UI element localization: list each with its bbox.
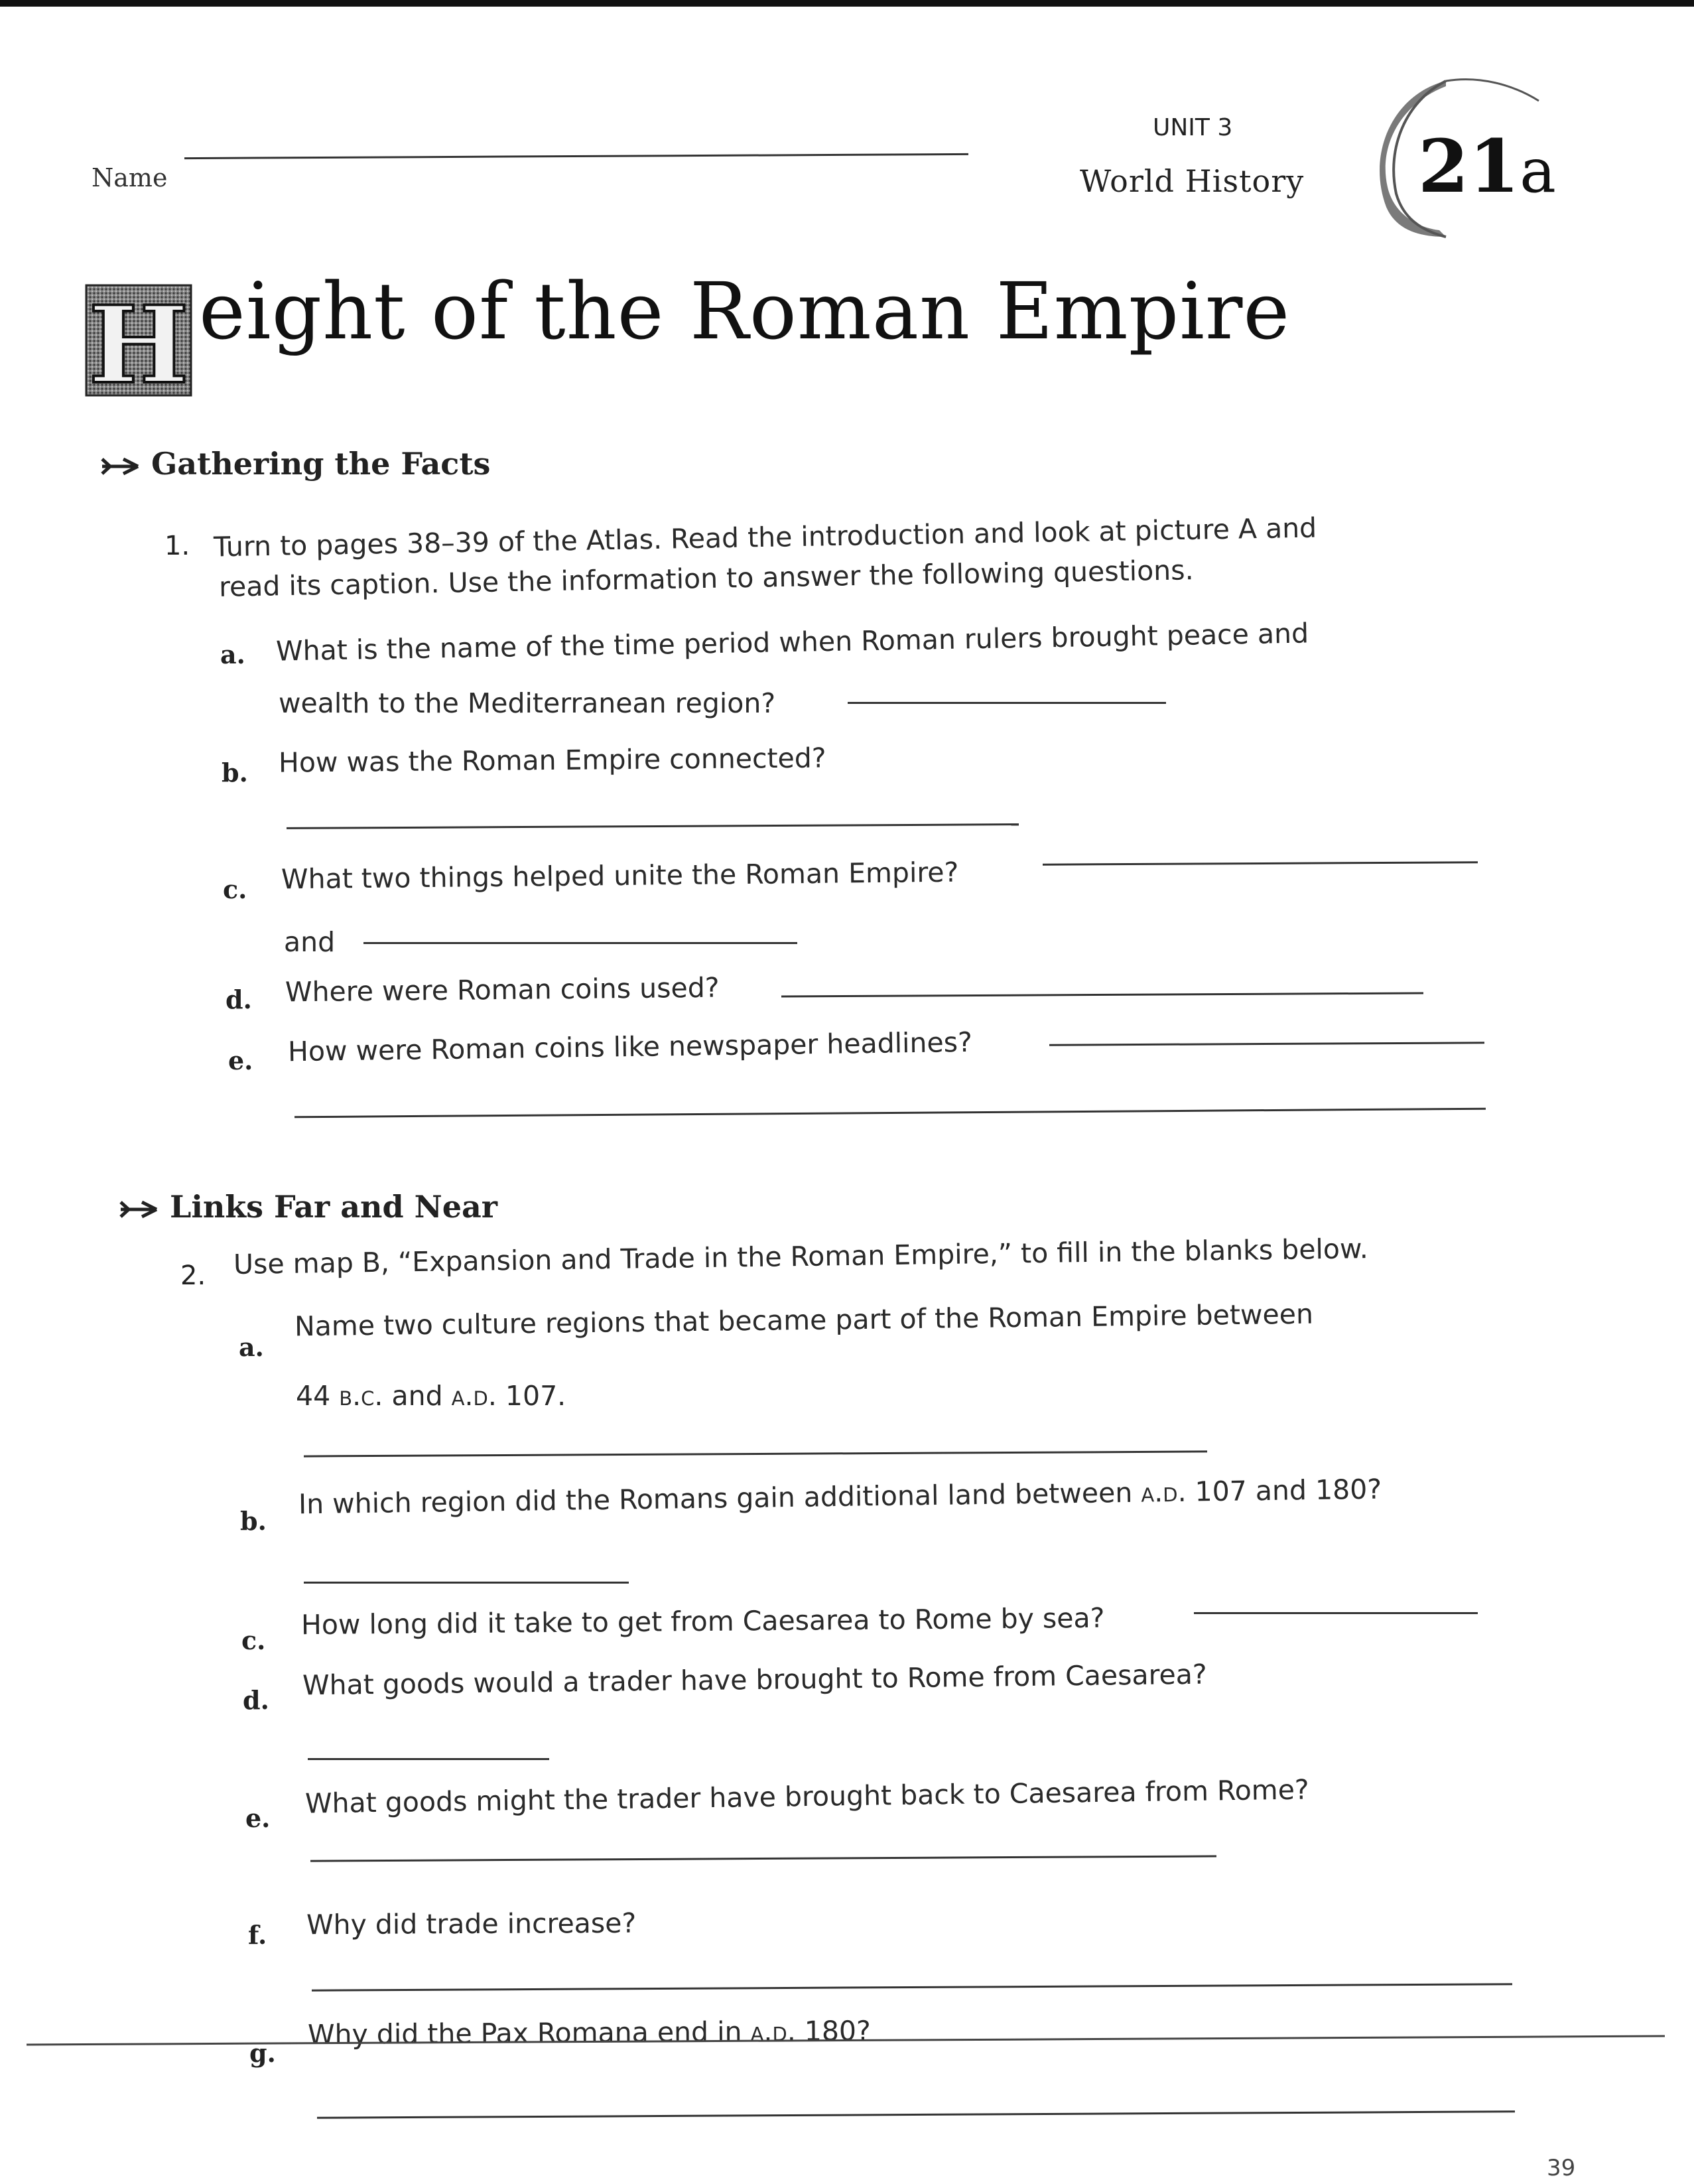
item-2f-text: Why did trade increase?: [306, 1907, 637, 1941]
question-number: 2.: [180, 1261, 206, 1291]
lesson-number: 21a: [1418, 123, 1556, 209]
page-title: eight of the Roman Empire: [199, 265, 1291, 357]
item-1a-text: What is the name of the time period when Roman rulers brought peace and: [275, 617, 1309, 667]
answer-blank[interactable]: [310, 1855, 1216, 1862]
answer-blank[interactable]: [317, 2110, 1515, 2118]
item-1c-and: and: [284, 926, 336, 958]
title-initial: H: [88, 284, 189, 397]
item-letter: d.: [226, 985, 252, 1014]
answer-blank[interactable]: [308, 1758, 549, 1760]
answer-blank[interactable]: [1043, 861, 1478, 865]
arrow-icon: [101, 456, 139, 476]
item-2a-text: Name two culture regions that became part of the Roman Empire between: [294, 1298, 1314, 1343]
item-2d-text: What goods would a trader have brought to Rome from Caesarea?: [302, 1658, 1207, 1702]
title-initial-logo: [85, 284, 192, 397]
page-number: 39: [1547, 2155, 1576, 2181]
item-1c-text: What two things helped unite the Roman Empire?: [281, 856, 959, 896]
section-heading-links: Links Far and Near: [119, 1189, 497, 1225]
course-label: World History: [1080, 163, 1305, 199]
answer-blank[interactable]: [1194, 1612, 1478, 1614]
answer-blank[interactable]: [848, 702, 1166, 704]
answer-blank[interactable]: [363, 942, 797, 944]
item-2b-text: In which region did the Romans gain additional land between a.d. 107 and 180?: [298, 1473, 1382, 1521]
arrow-icon: [119, 1199, 158, 1219]
question-1-text: Turn to pages 38–39 of the Atlas. Read the introduction and look at picture A and: [213, 512, 1317, 563]
item-1a-text: wealth to the Mediterranean region?: [279, 687, 776, 719]
section-heading-gathering: Gathering the Facts: [101, 446, 490, 482]
item-1b-text: How was the Roman Empire connected?: [278, 742, 826, 779]
item-letter: d.: [243, 1685, 269, 1715]
item-2e-text: What goods might the trader have brought back to Caesarea from Rome?: [304, 1773, 1309, 1820]
item-letter: b.: [222, 758, 248, 787]
lesson-letter: a: [1520, 135, 1556, 206]
item-2a-text: 44 b.c. and a.d. 107.: [296, 1380, 566, 1412]
question-2-text: Use map B, “Expansion and Trade in the Roman Empire,” to fill in the blanks below.: [233, 1233, 1369, 1280]
name-blank[interactable]: [184, 153, 968, 159]
item-letter: e.: [228, 1046, 253, 1075]
name-label: Name: [92, 163, 168, 192]
unit-label: UNIT 3: [1153, 114, 1233, 141]
item-letter: a.: [220, 640, 245, 669]
item-letter: c.: [223, 874, 247, 904]
item-letter: c.: [241, 1625, 266, 1655]
item-letter: f.: [248, 1920, 267, 1950]
question-number: 1.: [164, 531, 190, 561]
item-1d-text: Where were Roman coins used?: [285, 971, 720, 1008]
answer-blank[interactable]: [1049, 1042, 1484, 1046]
answer-blank[interactable]: [304, 1582, 629, 1584]
item-1e-text: How were Roman coins like newspaper headlines?: [287, 1026, 973, 1068]
item-letter: b.: [240, 1506, 267, 1536]
item-2c-text: How long did it take to get from Caesarea to Rome by sea?: [300, 1602, 1105, 1641]
answer-blank[interactable]: [294, 1108, 1486, 1119]
top-border: [0, 0, 1694, 7]
item-2g-text: Why did the Pax Romana end in a.d. 180?: [307, 2015, 871, 2051]
answer-blank[interactable]: [287, 823, 1019, 829]
item-letter: g.: [249, 2038, 276, 2068]
answer-blank[interactable]: [304, 1450, 1207, 1457]
answer-blank[interactable]: [312, 1983, 1512, 1991]
item-letter: a.: [239, 1332, 264, 1362]
answer-blank[interactable]: [781, 992, 1423, 997]
question-1-text: read its caption. Use the information to answer the following questions.: [218, 554, 1194, 603]
item-letter: e.: [245, 1803, 271, 1833]
